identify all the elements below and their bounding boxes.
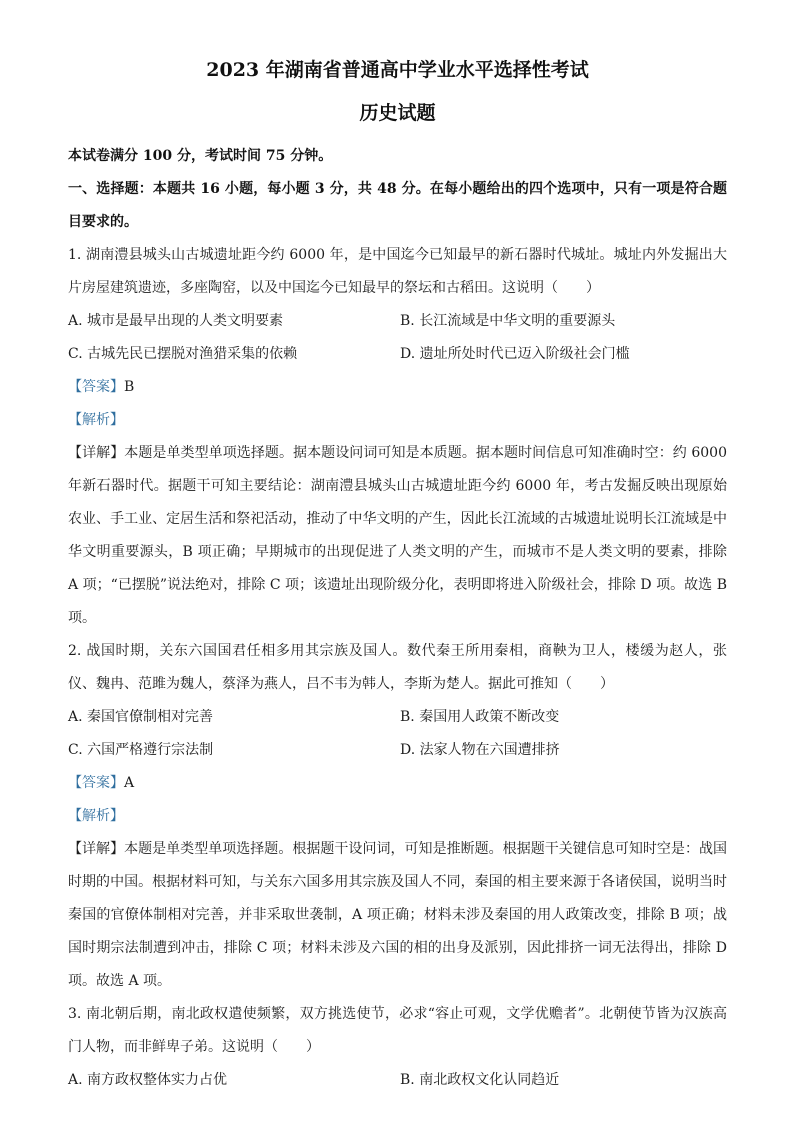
exam-subtitle: 历史试题	[359, 101, 436, 124]
analysis-label: 【解析】	[68, 412, 124, 429]
question-1-answer: B	[124, 379, 135, 396]
question-1-analysis-line	[68, 404, 727, 437]
question-2-stem: 2. 战国时期，关东六国国君任相多用其宗族及国人。数代秦王所用秦相，商鞅为卫人，楼缓为赵人，张仪、魏冉、范雎为魏人，蔡泽为燕人，吕不韦为韩人，李斯为楚人。据此可推知（ ）	[68, 643, 727, 693]
question-2-options-row-ab	[68, 701, 727, 734]
question-2-detail: 【详解】本题是单类型单项选择题。根据题干设问词，可知是推断题。根据题干关键信息可知时空是：战国时期的中国。根据材料可知，与关东六国多用其宗族及国人不同，秦国的相主要来源于各诸侯国，说明当时秦国的官僚体制相对完善，并非采取世袭制，A 项正确；材料未涉及秦国的用人政策改变，排除 B 项；战国时期宗法制遭到冲击，排除 C 项；材料未涉及六国的相的出身及派别，因此排挤一词无法得出，排除 D 项。故选 A 项。	[68, 841, 727, 990]
question-1-stem: 1. 湖南澧县城头山古城遗址距今约 6000 年，是中国迄今已知最早的新石器时代城址。城址内外发掘出大片房屋建筑遗迹，多座陶窑，以及中国迄今已知最早的祭坛和古稻田。这说明（ ）	[68, 247, 727, 297]
question-2-options-row-cd	[68, 734, 727, 767]
question-1	[68, 239, 727, 635]
question-2-answer: A	[124, 775, 135, 792]
analysis-label: 【解析】	[68, 808, 124, 825]
answer-label: 【答案】	[68, 775, 124, 792]
question-2	[68, 635, 727, 998]
question-1-answer-line	[68, 371, 727, 404]
section-instructions: 一、选择题：本题共 16 小题，每小题 3 分，共 48 分。在每小题给出的四个选项中，只有一项是符合题目要求的。	[68, 181, 727, 231]
question-3-option-b: B. 南北政权文化认同趋近	[400, 1072, 560, 1089]
question-1-options-row-cd	[68, 338, 727, 371]
question-2-option-a: A. 秦国官僚制相对完善	[68, 709, 214, 726]
answer-label: 【答案】	[68, 379, 124, 396]
question-2-option-b: B. 秦国用人政策不断改变	[400, 709, 560, 726]
question-2-answer-line	[68, 767, 727, 800]
question-2-option-c: C. 六国严格遵行宗法制	[68, 742, 214, 759]
question-1-option-d: D. 遗址所处时代已迈入阶级社会门槛	[400, 346, 630, 363]
question-3	[68, 998, 727, 1097]
question-1-options-row-ab	[68, 305, 727, 338]
question-2-analysis-line	[68, 800, 727, 833]
question-2-option-d: D. 法家人物在六国遭排挤	[400, 742, 560, 759]
question-1-detail: 【详解】本题是单类型单项选择题。据本题设问词可知是本质题。据本题时间信息可知准确时空：约 6000 年新石器时代。据题干可知主要结论：湖南澧县城头山古城遗址距今约 6000 年，考古发掘反映出现原始农业、手工业、定居生活和祭祀活动，推动了中华文明的产生，因此长江流域的古城遗址说明长江流域是中华文明重要源头，B 项正确；早期城市的出现促进了人类文明的产生，而城市不是人类文明的要素，排除 A 项；“已摆脱”说法绝对，排除 C 项；该遗址出现阶级分化，表明即将进入阶级社会，排除 D 项。故选 B 项。	[68, 445, 727, 627]
exam-info: 本试卷满分 100 分，考试时间 75 分钟。	[68, 148, 333, 165]
exam-title: 2023 年湖南省普通高中学业水平选择性考试	[206, 59, 589, 81]
question-1-option-c: C. 古城先民已摆脱对渔猎采集的依赖	[68, 346, 298, 363]
question-1-option-b: B. 长江流域是中华文明的重要源头	[400, 313, 616, 330]
question-3-options-row-ab	[68, 1064, 727, 1097]
question-3-option-a: A. 南方政权整体实力占优	[68, 1072, 228, 1089]
question-3-stem: 3. 南北朝后期，南北政权遣使频繁，双方挑选使节，必求“容止可观，文学优赡者”。北朝使节皆为汉族高门人物，而非鲜卑子弟。这说明（ ）	[68, 1006, 727, 1056]
question-1-option-a: A. 城市是最早出现的人类文明要素	[68, 313, 284, 330]
